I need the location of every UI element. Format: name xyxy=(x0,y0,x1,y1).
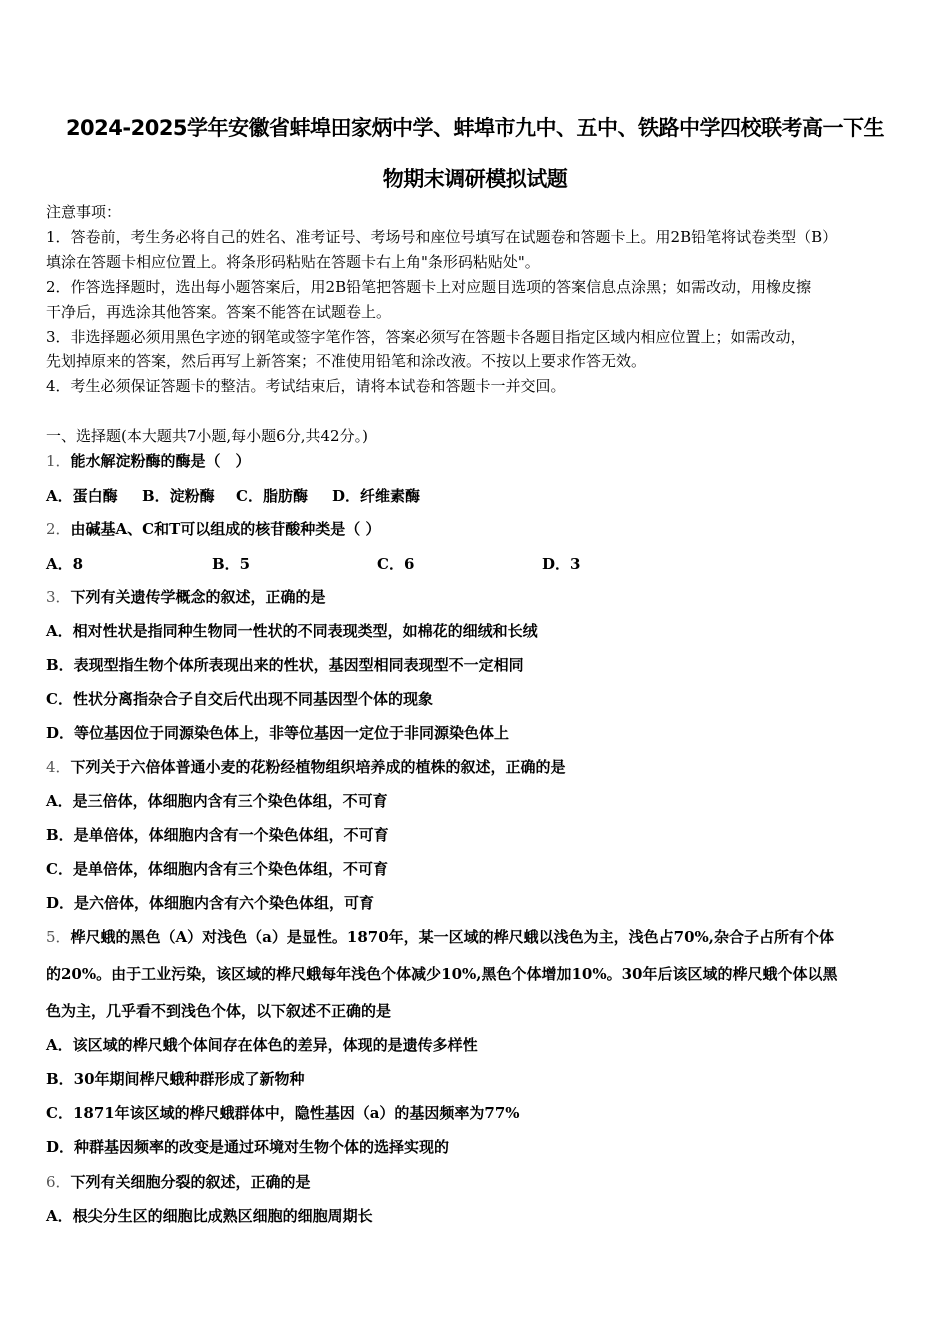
notice-line-1: 1．答卷前，考生务必将自己的姓名、准考证号、考场号和座位号填写在试题卷和答题卡上。用2B铅笔将试卷类型（B） xyxy=(46,228,838,246)
question-4 xyxy=(46,757,908,777)
section-heading: 一、选择题(本大题共7小题,每小题6分,共42分。) xyxy=(46,427,368,445)
question-3 xyxy=(46,587,908,607)
question-5-line-3: 色为主，几乎看不到浅色个体，以下叙述不正确的是 xyxy=(46,1002,392,1020)
question-stem: 能水解淀粉酶的酶是（ ） xyxy=(70,452,251,470)
notice-line-4: 干净后，再选涂其他答案。答案不能答在试题卷上。 xyxy=(46,303,392,321)
option-d: D．纤维素酶 xyxy=(332,487,421,505)
question-number: 5． xyxy=(46,928,71,946)
question-number: 1． xyxy=(46,452,71,470)
notice-line-2: 填涂在答题卡相应位置上。将条形码粘贴在答题卡右上角"条形码粘贴处"。 xyxy=(46,253,540,271)
question-1 xyxy=(46,451,908,471)
question-4-option-c: C．是单倍体，体细胞内含有三个染色体组，不可育 xyxy=(46,860,388,878)
notice-heading: 注意事项： xyxy=(46,203,122,221)
question-5-option-a: A．该区域的桦尺蛾个体间存在体色的差异，体现的是遗传多样性 xyxy=(46,1036,478,1054)
question-5-line-1 xyxy=(46,927,908,947)
option-c: C．脂肪酶 xyxy=(236,487,308,505)
exam-title-line-2: 物期末调研模拟试题 xyxy=(382,167,568,191)
question-4-option-b: B．是单倍体，体细胞内含有一个染色体组，不可育 xyxy=(46,826,389,844)
question-6-option-a: A．根尖分生区的细胞比成熟区细胞的细胞周期长 xyxy=(46,1207,373,1225)
option-d: D．3 xyxy=(542,555,581,573)
question-6 xyxy=(46,1172,908,1192)
question-4-option-a: A．是三倍体，体细胞内含有三个染色体组，不可育 xyxy=(46,792,388,810)
question-stem: 下列有关遗传学概念的叙述，正确的是 xyxy=(70,588,326,606)
question-number: 3． xyxy=(46,588,71,606)
question-3-option-a: A．相对性状是指同种生物同一性状的不同表现类型，如棉花的细绒和长绒 xyxy=(46,622,538,640)
notice-line-3: 2．作答选择题时，选出每小题答案后，用2B铅笔把答题卡上对应题目选项的答案信息点涂黑；如需改动，用橡皮擦 xyxy=(46,278,812,296)
question-3-option-d: D．等位基因位于同源染色体上，非等位基因一定位于非同源染色体上 xyxy=(46,724,510,742)
question-stem: 下列有关细胞分裂的叙述，正确的是 xyxy=(70,1173,311,1191)
question-5-option-c: C．1871年该区域的桦尺蛾群体中，隐性基因（a）的基因频率为77% xyxy=(46,1104,520,1122)
question-5-option-d: D．种群基因频率的改变是通过环境对生物个体的选择实现的 xyxy=(46,1138,450,1156)
option-c: C．6 xyxy=(377,555,415,573)
question-number: 6． xyxy=(46,1173,71,1191)
option-a: A．蛋白酶 xyxy=(46,487,118,505)
question-1-options xyxy=(46,485,908,505)
option-a: A．8 xyxy=(46,555,84,573)
question-4-option-d: D．是六倍体，体细胞内含有六个染色体组，可育 xyxy=(46,894,375,912)
option-b: B．淀粉酶 xyxy=(142,487,215,505)
question-number: 2． xyxy=(46,520,71,538)
question-5-line-2: 的20%。由于工业污染，该区域的桦尺蛾每年浅色个体减少10%,黑色个体增加10%。30年后该区域的桦尺蛾个体以黑 xyxy=(46,965,838,983)
notice-line-7: 4．考生必须保证答题卡的整洁。考试结束后，请将本试卷和答题卡一并交回。 xyxy=(46,377,566,395)
question-stem: 桦尺蛾的黑色（A）对浅色（a）是显性。1870年，某一区域的桦尺蛾以浅色为主，浅色占70%,杂合子占所有个体 xyxy=(70,928,835,946)
question-stem: 下列关于六倍体普通小麦的花粉经植物组织培养成的植株的叙述，正确的是 xyxy=(70,758,566,776)
question-2 xyxy=(46,519,908,539)
question-5-option-b: B．30年期间桦尺蛾种群形成了新物种 xyxy=(46,1070,305,1088)
question-3-option-c: C．性状分离指杂合子自交后代出现不同基因型个体的现象 xyxy=(46,690,433,708)
question-stem: 由碱基A、C和T可以组成的核苷酸种类是（ ） xyxy=(70,520,381,538)
question-3-option-b: B．表现型指生物个体所表现出来的性状，基因型相同表现型不一定相同 xyxy=(46,656,524,674)
question-2-options xyxy=(46,553,908,573)
question-number: 4． xyxy=(46,758,71,776)
option-b: B．5 xyxy=(212,555,251,573)
notice-line-5: 3．非选择题必须用黑色字迹的钢笔或签字笔作答，答案必须写在答题卡各题目指定区域内相应位置上；如需改动， xyxy=(46,328,806,346)
exam-title-line-1: 2024-2025学年安徽省蚌埠田家炳中学、蚌埠市九中、五中、铁路中学四校联考高一下生 xyxy=(65,116,885,140)
notice-line-6: 先划掉原来的答案，然后再写上新答案；不准使用铅笔和涂改液。不按以上要求作答无效。 xyxy=(46,352,647,370)
